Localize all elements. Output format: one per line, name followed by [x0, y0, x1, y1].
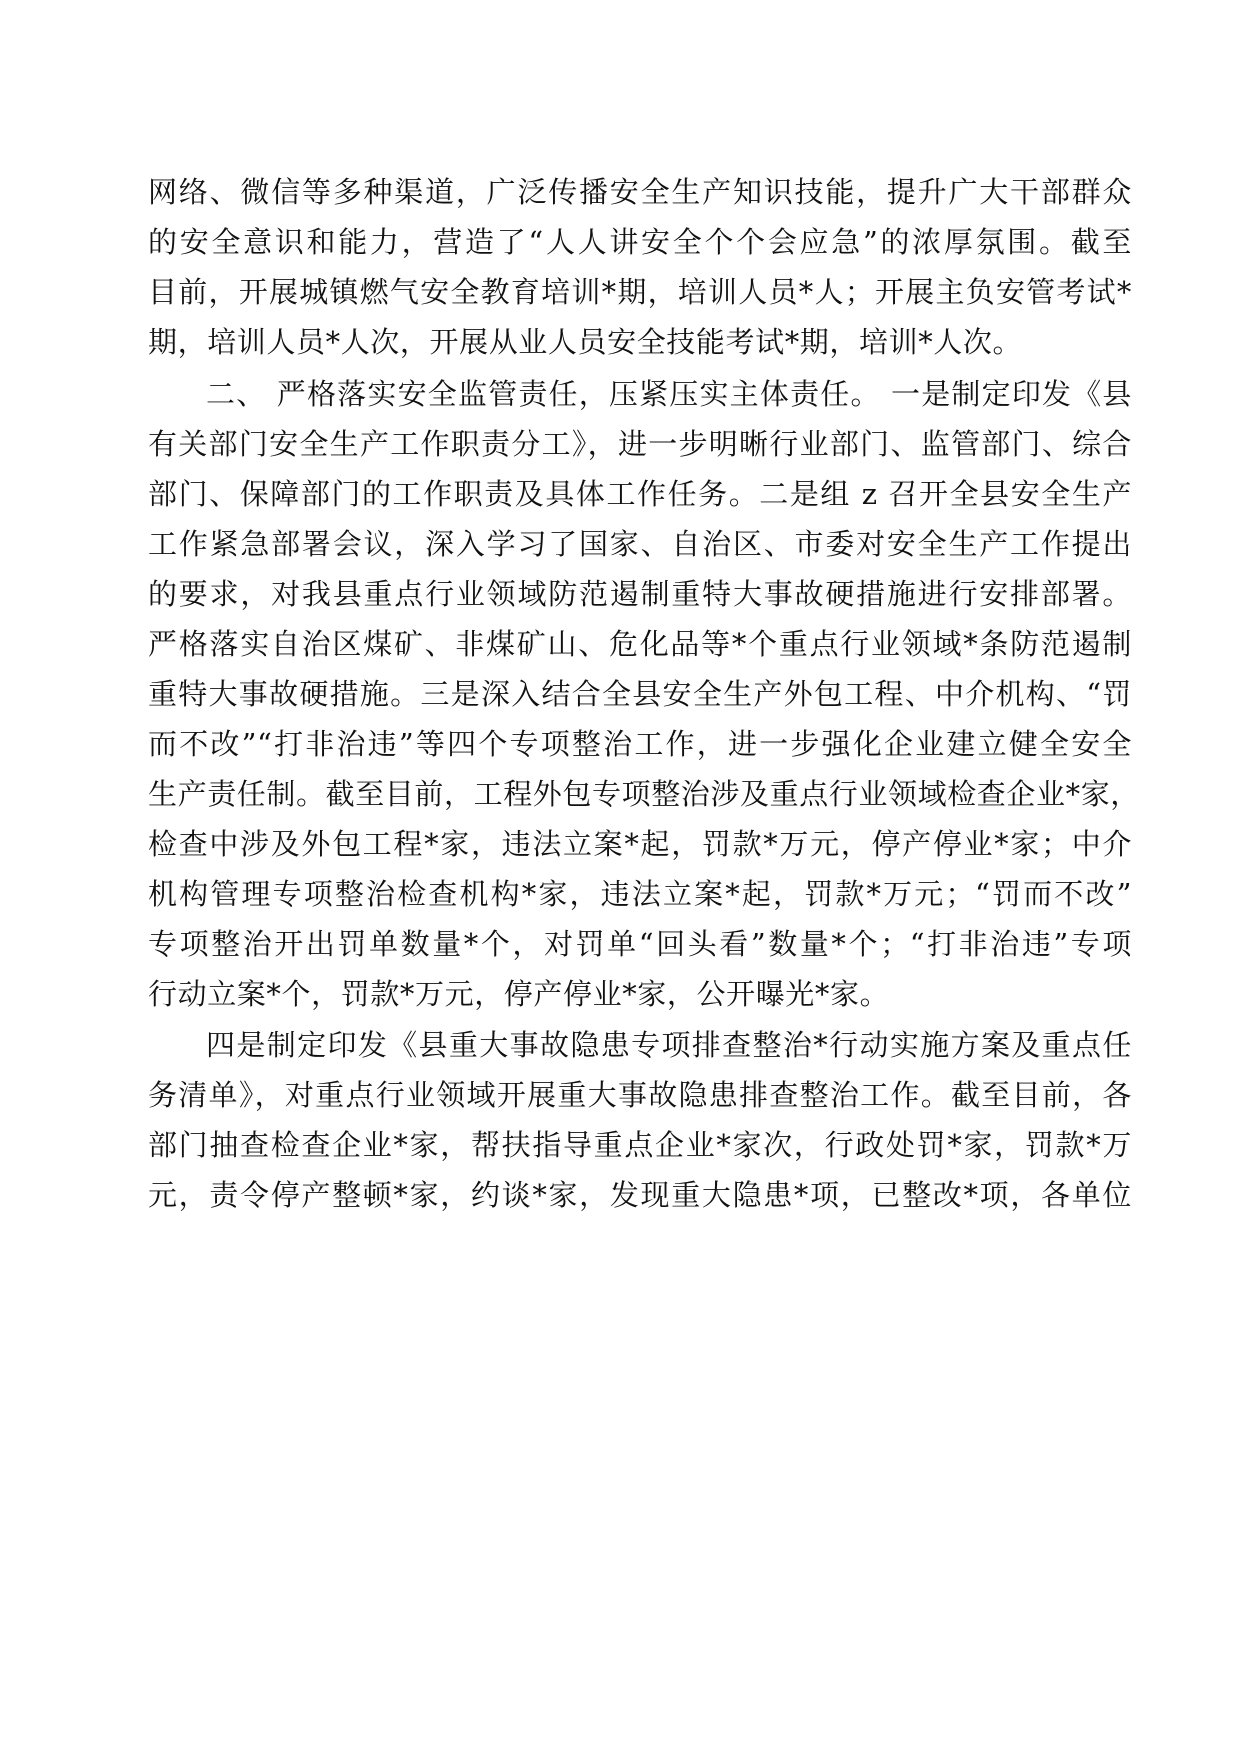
paragraph-line: 务清单》，对重点行业领域开展重大事故隐患排查整治工作。截至目前，各 [148, 1078, 1132, 1112]
section-heading-line: 二、 严格落实安全监管责任，压紧压实主体责任。 一是制定印发《县 [206, 377, 1132, 411]
paragraph-line: 检查中涉及外包工程*家，违法立案*起，罚款*万元，停产停业*家；中介 [148, 827, 1132, 861]
paragraph-line: 目前，开展城镇燃气安全教育培训*期，培训人员*人；开展主负安管考试* [148, 275, 1132, 309]
paragraph-line: 期，培训人员*人次，开展从业人员安全技能考试*期，培训*人次。 [148, 325, 1023, 359]
paragraph-line: 的要求，对我县重点行业领域防范遏制重特大事故硬措施进行安排部署。 [148, 577, 1132, 611]
paragraph-line: 工作紧急部署会议，深入学习了国家、自治区、市委对安全生产工作提出 [148, 527, 1132, 561]
paragraph-line: 而不改”“打非治违”等四个专项整治工作，进一步强化企业建立健全安全 [148, 727, 1132, 761]
paragraph-line: 元，责令停产整顿*家，约谈*家，发现重大隐患*项，已整改*项，各单位 [148, 1178, 1132, 1212]
paragraph-line: 部门、保障部门的工作职责及具体工作任务。二是组 z 召开全县安全生产 [148, 477, 1132, 511]
paragraph-line: 四是制定印发《县重大事故隐患专项排查整治*行动实施方案及重点任 [206, 1028, 1132, 1062]
paragraph-line: 机构管理专项整治检查机构*家，违法立案*起，罚款*万元；“罚而不改” [148, 877, 1132, 911]
paragraph-line: 生产责任制。截至目前，工程外包专项整治涉及重点行业领域检查企业*家， [148, 777, 1140, 811]
paragraph-line: 部门抽查检查企业*家，帮扶指导重点企业*家次，行政处罚*家，罚款*万 [148, 1128, 1132, 1162]
paragraph-line: 重特大事故硬措施。三是深入结合全县安全生产外包工程、中介机构、“罚 [148, 677, 1132, 711]
paragraph-line: 的安全意识和能力，营造了“人人讲安全个个会应急”的浓厚氛围。截至 [148, 225, 1132, 259]
paragraph-3 [148, 1020, 1132, 1220]
paragraph-line: 有关部门安全生产工作职责分工》，进一步明晰行业部门、监管部门、综合 [148, 427, 1132, 461]
paragraph-line: 严格落实自治区煤矿、非煤矿山、危化品等*个重点行业领域*条防范遏制 [148, 627, 1132, 661]
paragraph-line: 行动立案*个，罚款*万元，停产停业*家，公开曝光*家。 [148, 977, 890, 1011]
paragraph-line: 网络、微信等多种渠道，广泛传播安全生产知识技能，提升广大干部群众 [148, 175, 1132, 209]
paragraph-2 [148, 369, 1140, 1019]
paragraph-line: 专项整治开出罚单数量*个，对罚单“回头看”数量*个；“打非治违”专项 [148, 927, 1132, 961]
paragraph-1 [148, 167, 1132, 367]
